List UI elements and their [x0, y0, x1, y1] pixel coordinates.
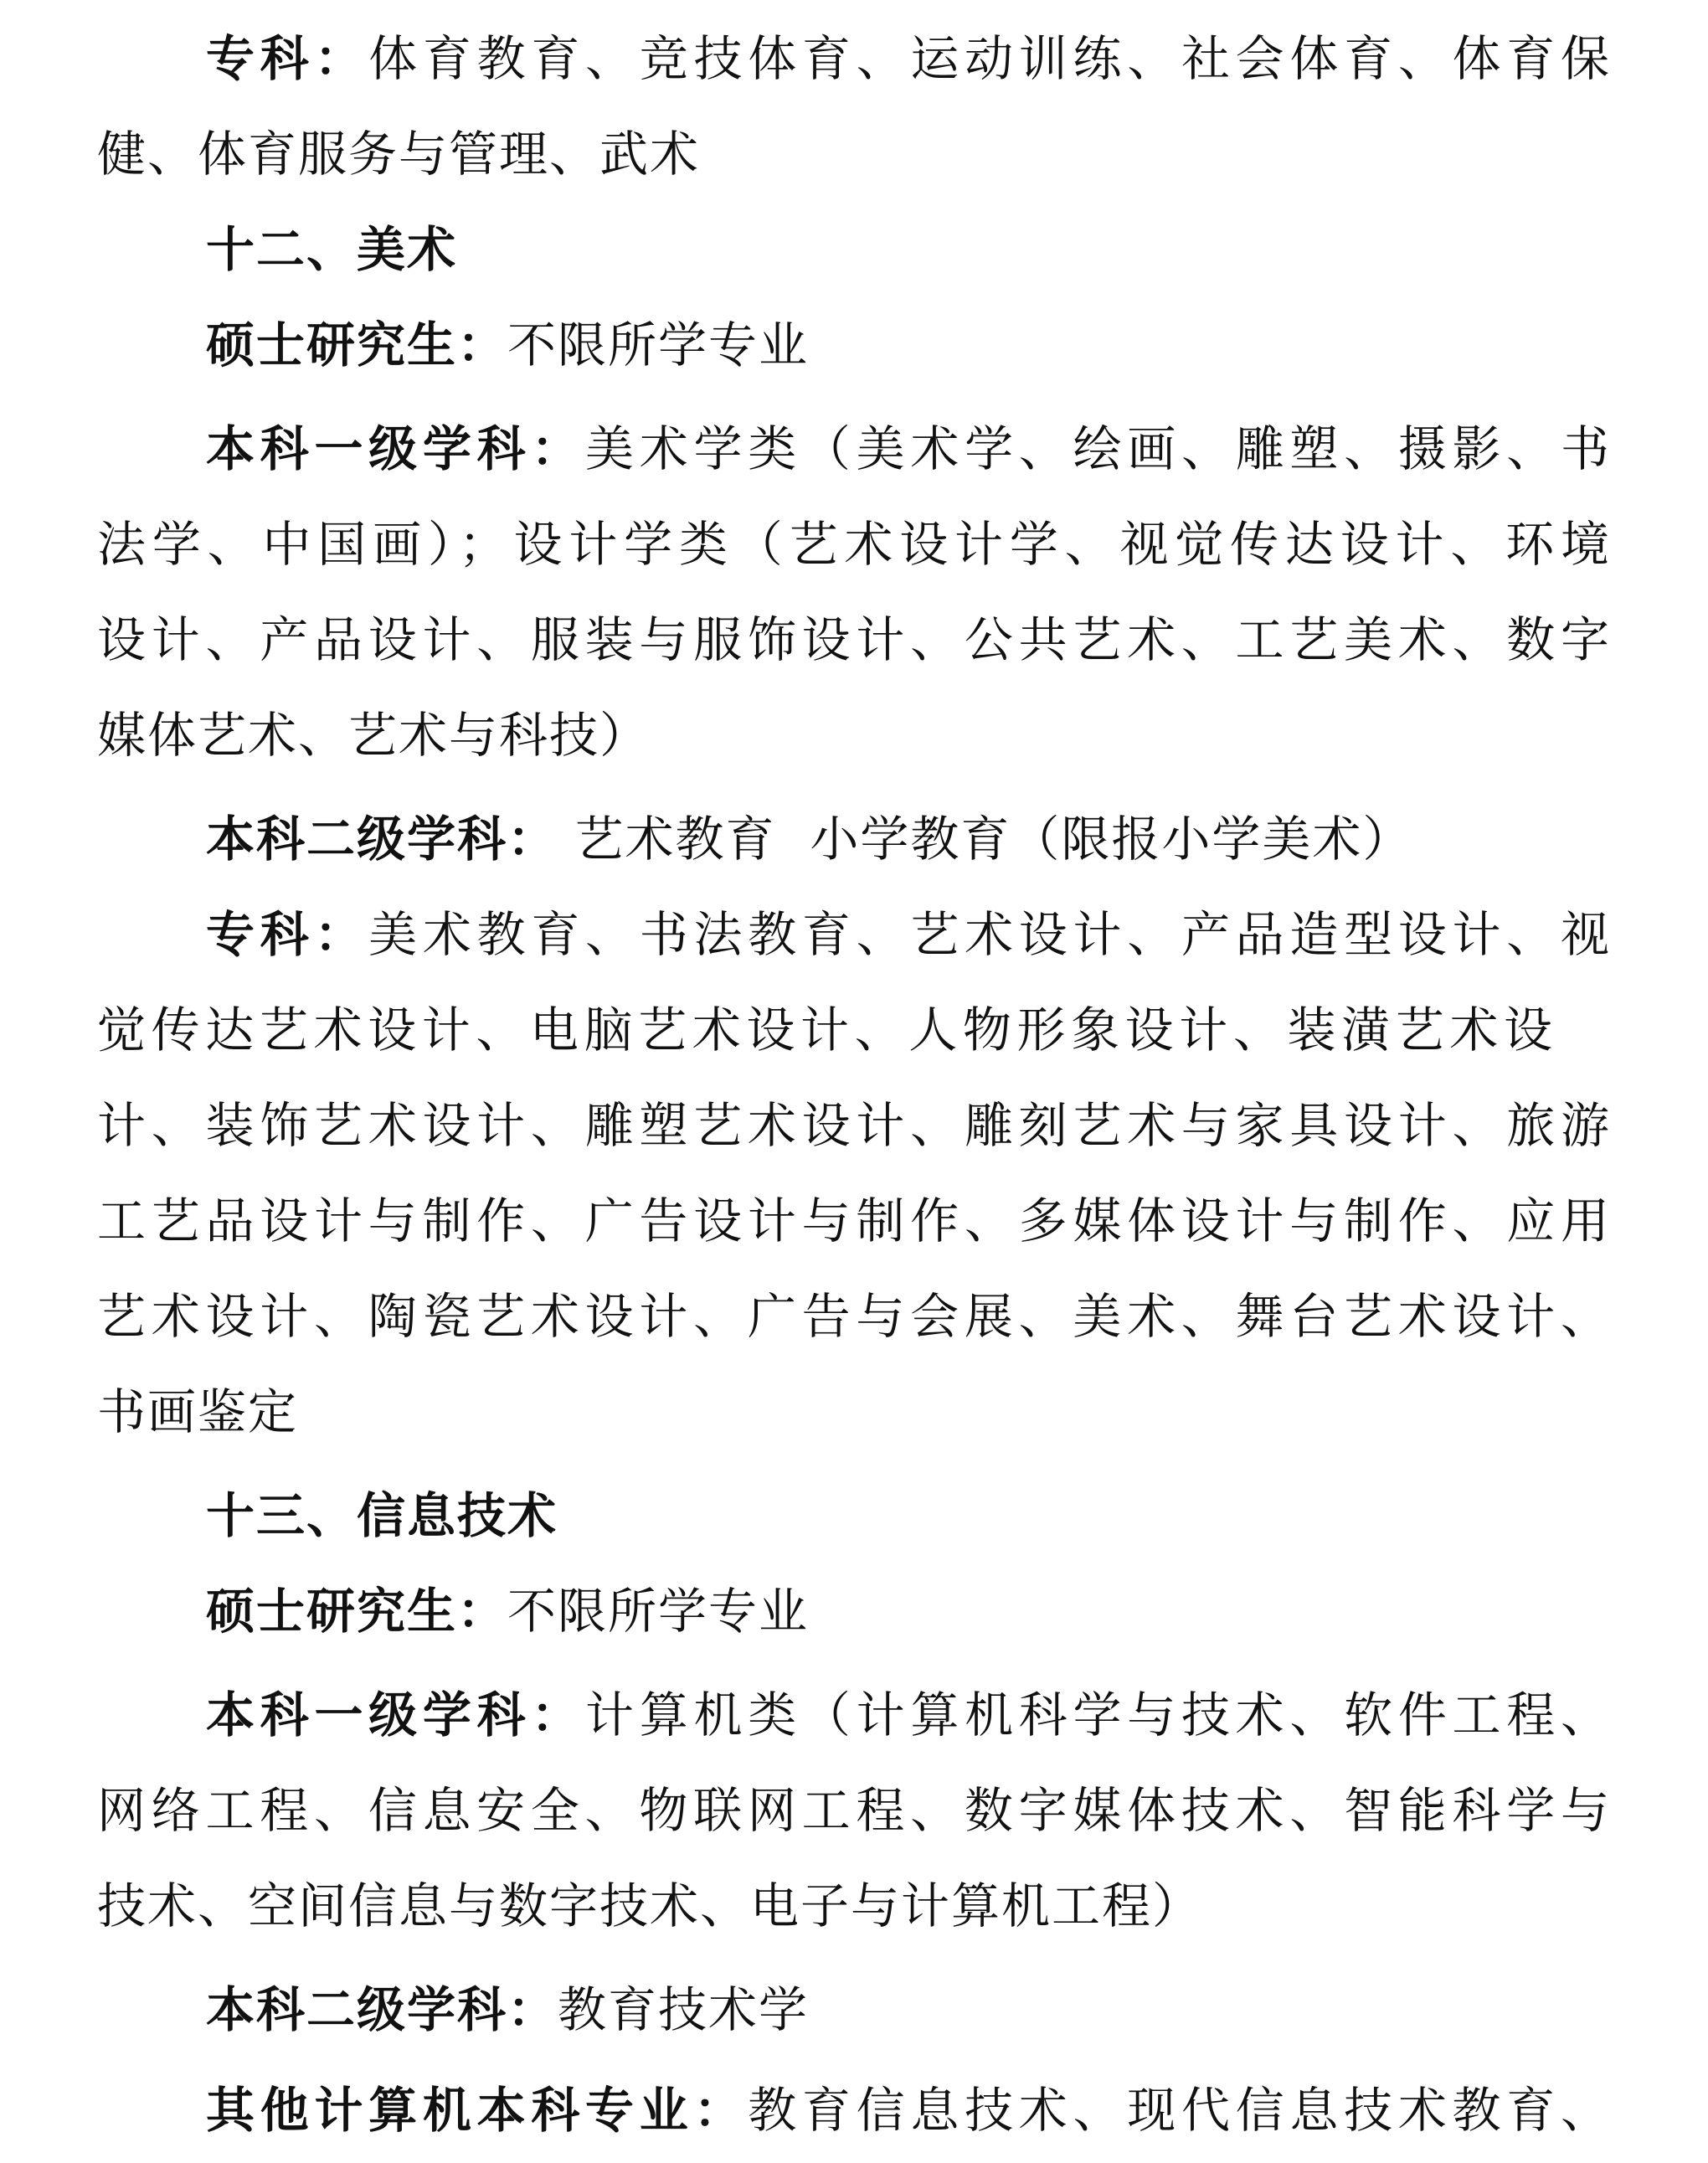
field-label: 本科一级学科：	[206, 1687, 586, 1743]
text-line	[206, 301, 1611, 389]
field-value: 艺术教育 小学教育（限报小学美术）	[558, 811, 1413, 868]
field-value: 技术、空间信息与数字技术、电子与计算机工程）	[97, 1877, 1203, 1934]
field-value: 艺术设计、陶瓷艺术设计、广告与会展、美术、舞台艺术设计、	[97, 1288, 1611, 1345]
field-value: 体育教育、竞技体育、运动训练、社会体育、体育保	[368, 30, 1611, 87]
field-label: 本科二级学科：	[206, 1981, 558, 2038]
text-line	[97, 1177, 1611, 1264]
text-line	[206, 1568, 1611, 1655]
text-line	[97, 1273, 1611, 1360]
text-line	[97, 501, 1611, 588]
field-label: 专科：	[206, 906, 369, 963]
text-line	[97, 986, 1554, 1074]
field-value: 书画鉴定	[97, 1383, 299, 1440]
field-label: 专科：	[206, 30, 369, 87]
text-line	[97, 1767, 1611, 1854]
field-label: 硕士研究生：	[206, 1583, 508, 1640]
field-value: 教育信息技术、现代信息技术教育、	[748, 2082, 1611, 2139]
field-value: 教育技术学	[558, 1981, 810, 2038]
field-value: 美术学类（美术学、绘画、雕塑、摄影、书	[585, 420, 1611, 477]
field-value: 计、装饰艺术设计、雕塑艺术设计、雕刻艺术与家具设计、旅游	[97, 1097, 1611, 1154]
field-value: 计算机类（计算机科学与技术、软件工程、	[585, 1687, 1611, 1743]
field-label: 本科二级学科：	[206, 811, 558, 868]
text-line	[97, 111, 1611, 198]
text-line	[206, 15, 1611, 102]
field-value: 健、体育服务与管理、武术	[97, 126, 701, 183]
text-line	[97, 1862, 1611, 1949]
section-heading: 十二、美术	[206, 221, 458, 278]
field-value: 美术教育、书法教育、艺术设计、产品造型设计、视	[368, 906, 1611, 963]
field-value: 觉传达艺术设计、电脑艺术设计、人物形象设计、装潢艺术设	[97, 1002, 1554, 1058]
field-value: 设计、产品设计、服装与服饰设计、公共艺术、工艺美术、数字	[97, 611, 1611, 668]
text-line	[206, 796, 1611, 883]
text-line	[206, 891, 1611, 978]
text-line	[97, 692, 1611, 779]
text-line	[206, 2067, 1611, 2154]
field-value: 不限所学专业	[507, 1583, 810, 1640]
text-line	[97, 1082, 1611, 1169]
field-label: 其他计算机本科专业：	[206, 2082, 749, 2139]
text-line	[206, 405, 1611, 492]
text-line	[97, 1368, 1611, 1455]
section-heading: 十三、信息技术	[206, 1487, 558, 1544]
field-value: 网络工程、信息安全、物联网工程、数字媒体技术、智能科学与	[97, 1782, 1611, 1839]
field-label: 本科一级学科：	[206, 420, 586, 477]
text-line	[206, 1966, 1611, 2053]
field-value: 法学、中国画）；设计学类（艺术设计学、视觉传达设计、环境	[97, 516, 1611, 573]
field-value: 媒体艺术、艺术与科技）	[97, 707, 651, 764]
field-value: 工艺品设计与制作、广告设计与制作、多媒体设计与制作、应用	[97, 1192, 1611, 1249]
field-value: 不限所学专业	[507, 317, 810, 373]
field-label: 硕士研究生：	[206, 317, 508, 373]
text-line	[97, 596, 1611, 683]
text-line	[206, 1671, 1611, 1759]
